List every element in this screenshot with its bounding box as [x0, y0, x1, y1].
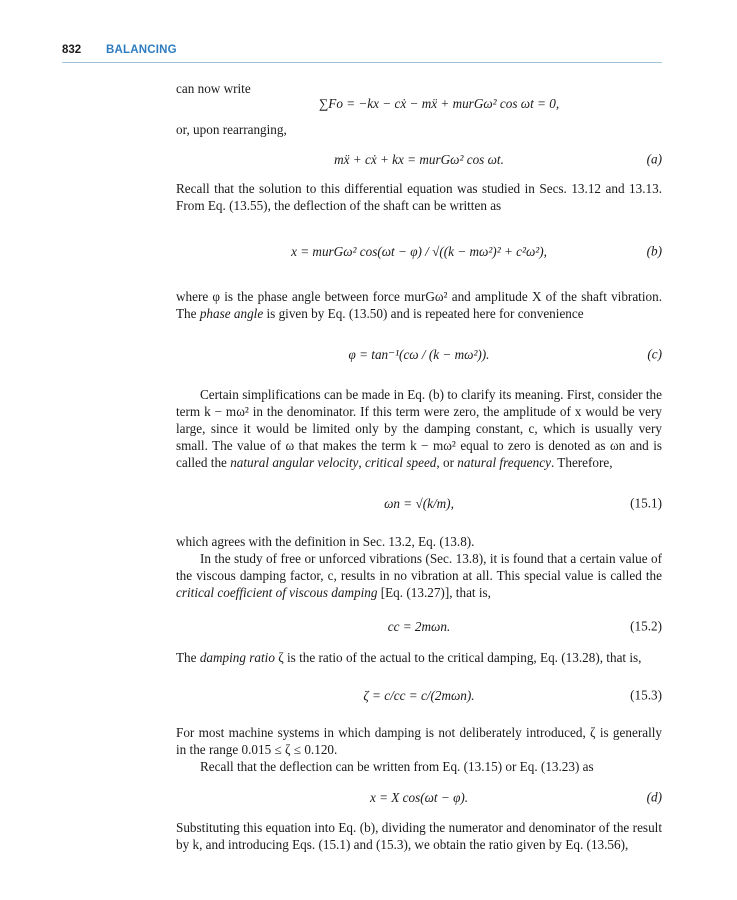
paragraph: which agrees with the definition in Sec. 13.2, Eq. (13.8).: [176, 534, 475, 549]
equation-15-3-text: ζ = c/cc = c/(2mωn).: [363, 687, 475, 703]
emphasis: critical speed: [364, 455, 437, 470]
equation-d-text: x = X cos(ωt − φ).: [369, 789, 469, 805]
paragraph: For most machine systems in which damping is not deliberately introduced, ζ is generally in the range 0.015 ≤ ζ ≤ 0.120.: [176, 725, 662, 757]
equation-sum-forces: [176, 91, 662, 115]
equation-15-3: [176, 676, 662, 714]
equation-15-2: [176, 613, 662, 639]
paragraph: [176, 649, 662, 666]
equation-c-text: φ = tan⁻¹(cω / (k − mω²)).: [348, 346, 490, 362]
text-run: ζ is the ratio of the actual to the critical damping, Eq. (13.28), that is,: [274, 650, 642, 665]
paragraph: can now write: [176, 81, 251, 96]
equation-b: [176, 224, 662, 278]
emphasis: natural frequency: [457, 455, 551, 470]
equation-15-2-tag: (15.2): [630, 618, 662, 634]
equation-15-3-tag: (15.3): [630, 687, 662, 703]
page-body: [176, 80, 662, 853]
paragraph: [176, 550, 662, 601]
paragraph: Recall that the deflection can be written from Eq. (13.15) or Eq. (13.23) as: [200, 759, 594, 774]
equation-a-tag: (a): [646, 151, 662, 167]
chapter-title: BALANCING: [106, 44, 177, 56]
emphasis: damping ratio: [199, 650, 275, 665]
paragraph: Recall that the solution to this differential equation was studied in Secs. 13.12 and 13.13. From Eq. (13.55), the deflection of the shaft can be written as: [176, 181, 662, 213]
equation-15-1-tag: (15.1): [630, 495, 662, 511]
text-run: Certain simplifications can be made in Eq. (b) to clarify its meaning. First, consider the term k − mω² in the denominator. If this term were zero, the amplitude of x would be very large, since it would be limited only by the damping constant, c, which is usually very small. The value of ω that makes the term k − mω² equal to zero is denoted as ωn and is called the: [176, 387, 662, 470]
text-run: The: [176, 650, 200, 665]
equation-c-tag: (c): [647, 346, 662, 362]
paragraph: or, upon rearranging,: [176, 122, 287, 137]
equation-a: [176, 144, 662, 174]
equation-c: [176, 334, 662, 374]
text-run: is given by Eq. (13.50) and is repeated here for convenience: [263, 306, 584, 321]
equation-d-tag: (d): [646, 789, 662, 805]
equation-d: [176, 785, 662, 809]
emphasis: phase angle: [199, 306, 264, 321]
page-number: 832: [62, 44, 82, 56]
paragraph: [176, 386, 662, 471]
paragraph: Substituting this equation into Eq. (b), dividing the numerator and denominator of the result by k, and introducing Eqs. (15.1) and (15.3), we obtain the ratio given by Eq. (13.56),: [176, 820, 662, 852]
text-run: . Therefore,: [550, 455, 613, 470]
equation-b-tag: (b): [646, 243, 662, 259]
equation-a-text: mẍ + cẋ + kx = murGω² cos ωt.: [334, 151, 504, 167]
text-run: where φ is the phase angle between force murGω² and amplitude X of the shaft vibration. The: [176, 289, 662, 321]
equation-sum-text: ∑Fo = −kx − cẋ − mẍ + murGω² cos ωt = 0,: [318, 95, 560, 111]
equation-15-2-text: cc = 2mωn.: [387, 618, 451, 634]
equation-15-1-text: ωn = √(k/m),: [384, 495, 454, 511]
page-header: [62, 44, 662, 63]
paragraph: [176, 288, 662, 322]
emphasis: critical coefficient of viscous damping: [176, 585, 378, 600]
emphasis: natural angular velocity: [230, 455, 359, 470]
text-run: , or: [436, 455, 458, 470]
equation-15-1: [176, 483, 662, 523]
equation-b-text: x = murGω² cos(ωt − φ) / √((k − mω²)² + c²ω²),: [291, 243, 547, 259]
text-run: [Eq. (13.27)], that is,: [377, 585, 491, 600]
text-run: In the study of free or unforced vibrations (Sec. 13.8), it is found that a certain value of the viscous damping factor, c, results in no vibration at all. This special value is called the: [176, 551, 662, 583]
text-run: ,: [358, 455, 365, 470]
